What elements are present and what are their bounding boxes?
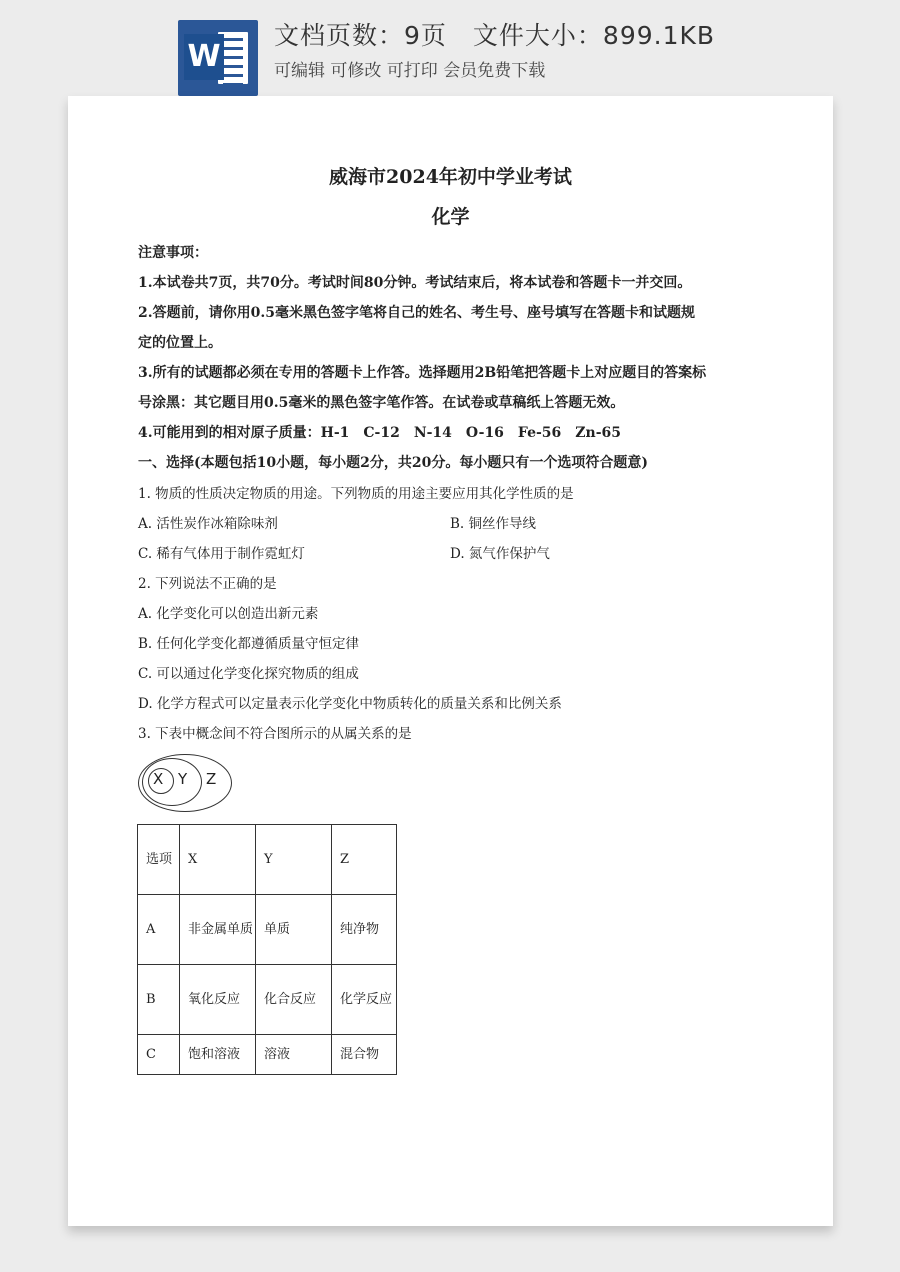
download-banner (0, 0, 900, 96)
file-info-title: 文档页数：9页 文件大小：899.1KB (274, 21, 716, 50)
note-4: 4.可能用到的相对原子质量：H-1 C-12 N-14 O-16 Fe-56 Zn-65 (138, 425, 621, 441)
table-cell: 化学反应 (332, 965, 397, 1035)
q2-option-d: D. 化学方程式可以定量表示化学变化中物质转化的质量关系和比例关系 (138, 696, 562, 712)
venn-label-y: Y (178, 770, 188, 788)
note-1: 1.本试卷共7页，共70分。考试时间80分钟。考试结束后，将本试卷和答题卡一并交回。 (138, 275, 692, 291)
table-cell: A (138, 895, 180, 965)
table-header-cell: X (180, 825, 256, 895)
table-header-cell: 选项 (138, 825, 180, 895)
venn-diagram (138, 752, 234, 812)
q2-option-a: A. 化学变化可以创造出新元素 (138, 606, 319, 622)
table-header-row (138, 825, 397, 895)
q1-stem: 1. 物质的性质决定物质的用途。下列物质的用途主要应用其化学性质的是 (138, 486, 574, 502)
exam-title: 威海市2024年初中学业考试 (329, 166, 572, 188)
table-cell: C (138, 1035, 180, 1075)
notes-heading: 注意事项： (138, 245, 208, 261)
q1-option-d: D. 氮气作保护气 (450, 546, 550, 562)
q1-option-c: C. 稀有气体用于制作霓虹灯 (138, 546, 305, 562)
table-row (138, 1035, 397, 1075)
q1-option-a: A. 活性炭作冰箱除味剂 (138, 516, 278, 532)
table-cell: 化合反应 (256, 965, 332, 1035)
note-3-cont: 号涂黑：其它题目用0.5毫米的黑色签字笔作答。在试卷或草稿纸上答题无效。 (138, 395, 625, 411)
note-2-cont: 定的位置上。 (138, 335, 222, 351)
venn-label-x: X (153, 770, 164, 788)
table-header-cell: Y (256, 825, 332, 895)
q2-option-b: B. 任何化学变化都遵循质量守恒定律 (138, 636, 360, 652)
q2-stem: 2. 下列说法不正确的是 (138, 576, 277, 592)
table-header-cell: Z (332, 825, 397, 895)
note-2: 2.答题前，请你用0.5毫米黑色签字笔将自己的姓名、考生号、座号填写在答题卡和试题规 (138, 305, 695, 321)
table-cell: 饱和溶液 (180, 1035, 256, 1075)
table-row (138, 965, 397, 1035)
word-doc-icon (178, 20, 258, 96)
q1-option-b: B. 铜丝作导线 (450, 516, 537, 532)
note-3: 3.所有的试题都必须在专用的答题卡上作答。选择题用2B铅笔把答题卡上对应题目的答案标 (138, 365, 707, 381)
table-cell: 溶液 (256, 1035, 332, 1075)
file-features: 可编辑 可修改 可打印 会员免费下载 (274, 61, 546, 81)
table-cell: 纯净物 (332, 895, 397, 965)
q2-option-c: C. 可以通过化学变化探究物质的组成 (138, 666, 359, 682)
table-cell: 非金属单质 (180, 895, 256, 965)
table-cell: 氧化反应 (180, 965, 256, 1035)
section-1-heading: 一、选择(本题包括10小题，每小题2分，共20分。每小题只有一个选项符合题意) (138, 455, 648, 471)
concept-table (137, 824, 397, 1075)
venn-label-z: Z (206, 770, 217, 788)
exam-subject: 化学 (431, 206, 470, 228)
document-page (68, 96, 833, 1226)
table-cell: B (138, 965, 180, 1035)
table-cell: 单质 (256, 895, 332, 965)
word-w-letter: W (184, 34, 224, 80)
table-row (138, 895, 397, 965)
table-cell: 混合物 (332, 1035, 397, 1075)
q3-stem: 3. 下表中概念间不符合图所示的从属关系的是 (138, 726, 412, 742)
